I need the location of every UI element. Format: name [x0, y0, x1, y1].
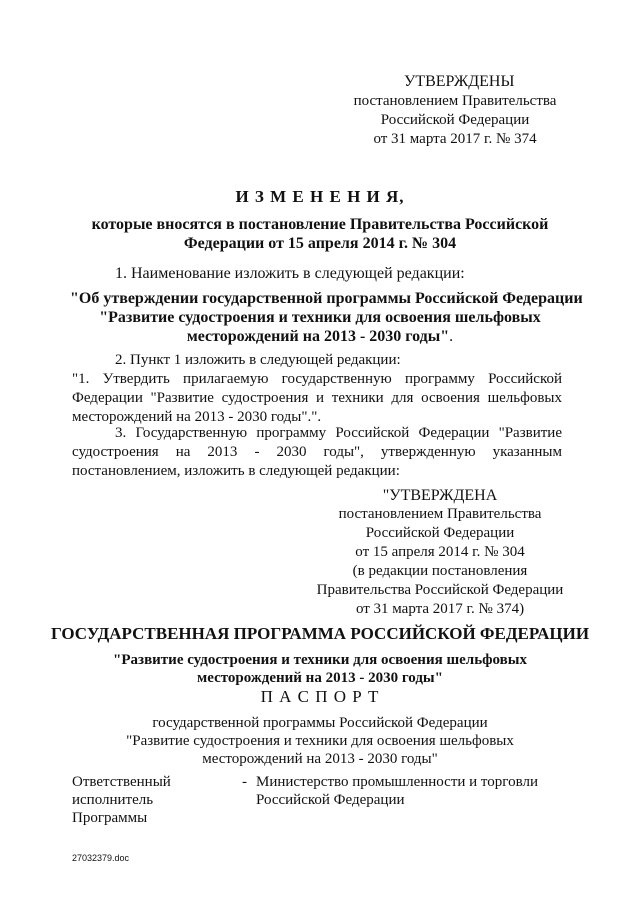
approval2-line-5: Правительства Российской Федерации — [316, 582, 564, 598]
footer-doc-id: 27032379.doc — [72, 853, 130, 863]
program-subtitle-2: месторождений на 2013 - 2030 годы" — [197, 670, 443, 686]
passport-line-2: "Развитие судостроения и техники для освоения шельфовых — [126, 733, 514, 749]
item-3-line-1: 3. Государственную программу Российской Федерации "Развитие — [115, 425, 562, 441]
passport-row-value-1: Министерство промышленности и торговли — [256, 774, 538, 790]
approval2-line-1: постановлением Правительства — [338, 506, 542, 522]
item-2-quote-1: "1. Утвердить прилагаемую государственную программу Российской — [72, 371, 562, 387]
approval2-title: "УТВЕРЖДЕНА — [382, 487, 498, 504]
item-1-quote-3-wrap — [70, 327, 570, 346]
item-1-quote-2: "Развитие судостроения и техники для освоения шельфовых — [99, 309, 541, 326]
approval2-line-6: от 31 марта 2017 г. № 374) — [355, 601, 525, 617]
item-1-quote-3: месторождений на 2013 - 2030 годы" — [186, 328, 450, 345]
approval-line-2: Российской Федерации — [380, 112, 530, 128]
item-3-line-3: постановлением, изложить в следующей редакции: — [72, 463, 400, 479]
passport-line-3: месторождений на 2013 - 2030 годы" — [202, 751, 438, 767]
changes-subheading-1: которые вносятся в постановление Правительства Российской — [91, 216, 549, 233]
changes-heading: И З М Е Н Е Н И Я, — [235, 187, 405, 206]
item-2-quote-3: месторождений на 2013 - 2030 годы".". — [72, 409, 322, 425]
changes-subheading-2: Федерации от 15 апреля 2014 г. № 304 — [183, 235, 457, 252]
item-1-quote-1: "Об утверждении государственной программы Российской Федерации — [70, 290, 583, 307]
passport-row-value-2: Российской Федерации — [256, 792, 405, 808]
approval-title: УТВЕРЖДЕНЫ — [404, 73, 515, 90]
item-1-quote-end: . — [449, 328, 454, 345]
program-title: ГОСУДАРСТВЕННАЯ ПРОГРАММА РОССИЙСКОЙ ФЕДЕРАЦИИ — [50, 624, 590, 643]
item-1-text: 1. Наименование изложить в следующей редакции: — [115, 265, 465, 282]
passport-row-label-1: Ответственный — [72, 774, 171, 790]
item-3-line-2: судостроения на 2013 - 2030 годы", утвержденную указанным — [72, 444, 562, 460]
item-2-text: 2. Пункт 1 изложить в следующей редакции: — [115, 352, 401, 368]
approval2-line-2: Российской Федерации — [365, 525, 515, 541]
passport-row-label-2: исполнитель — [72, 792, 154, 808]
passport-heading: П А С П О Р Т — [260, 687, 380, 706]
item-2-quote-2: Федерации "Развитие судостроения и техники для освоения шельфовых — [72, 390, 562, 406]
program-subtitle-1: "Развитие судостроения и техники для освоения шельфовых — [113, 652, 527, 668]
passport-row-dash: - — [242, 774, 247, 790]
passport-row-label-3: Программы — [72, 810, 148, 826]
passport-line-1: государственной программы Российской Федерации — [152, 715, 488, 731]
approval2-line-4: (в редакции постановления — [352, 563, 528, 579]
approval-line-3: от 31 марта 2017 г. № 374 — [373, 131, 537, 147]
approval2-line-3: от 15 апреля 2014 г. № 304 — [355, 544, 525, 560]
approval-line-1: постановлением Правительства — [353, 93, 557, 109]
